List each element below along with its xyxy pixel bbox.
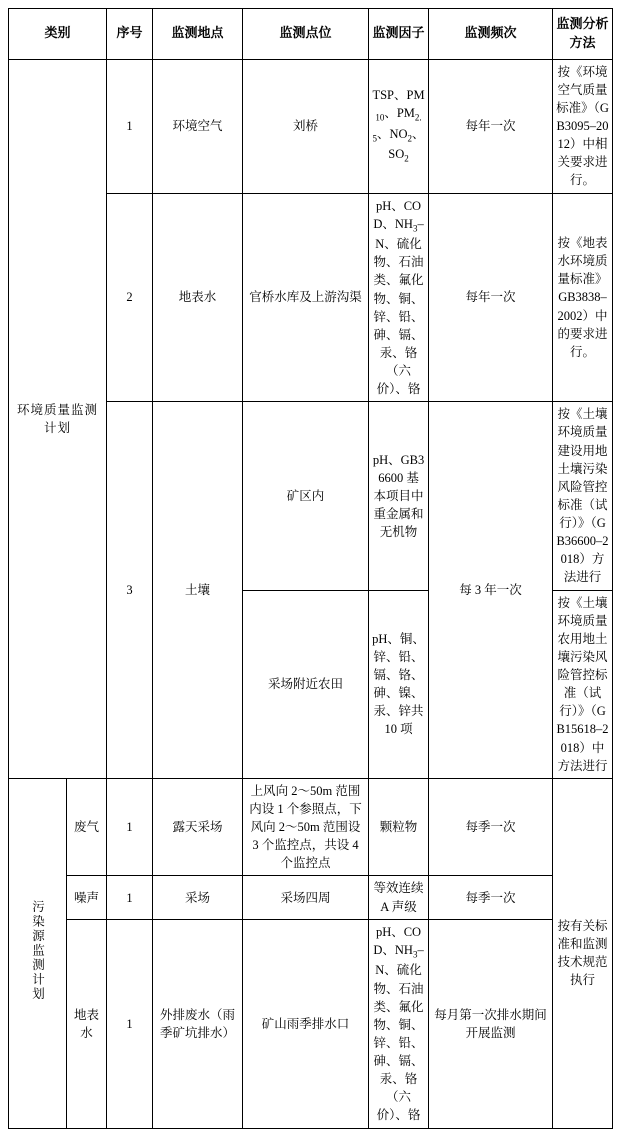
row-point: 采场四周 — [243, 876, 369, 919]
category-cell-environment-quality: 环境质量监测计划 — [9, 59, 107, 778]
table-row — [9, 59, 613, 193]
row-method: 按《环境空气质量标准》（GB3095–2012）中相关要求进行。 — [553, 59, 613, 193]
row-factor: 等效连续 A 声级 — [369, 876, 429, 919]
row-point: 上风向 2～50m 范围内设 1 个参照点，下风向 2～50m 范围设 3 个监控点，共设 4 个监控点 — [243, 778, 369, 876]
row-point: 官桥水库及上游沟渠 — [243, 193, 369, 402]
row-frequency: 每季一次 — [429, 876, 553, 919]
table-row — [9, 876, 613, 919]
row-factor: pH、铜、锌、铅、镉、铬、砷、镍、汞、锌共 10 项 — [369, 590, 429, 778]
row-index: 1 — [107, 778, 153, 876]
row-factor: 颗粒物 — [369, 778, 429, 876]
row-method: 按《地表水环境质量标准》GB3838–2002）中的要求进行。 — [553, 193, 613, 402]
row-location: 地表水 — [153, 193, 243, 402]
table-body — [9, 59, 613, 1128]
row-point: 采场附近农田 — [243, 590, 369, 778]
table-header-row — [9, 9, 613, 60]
table-header — [9, 9, 613, 60]
row-factor: pH、GB36600 基本项目中重金属和无机物 — [369, 402, 429, 590]
row-point: 刘桥 — [243, 59, 369, 193]
row-method: 按《土壤环境质量农用地土壤污染风险管控标准（试行）》（GB15618–2018）中方法进行 — [553, 590, 613, 778]
row-frequency: 每季一次 — [429, 778, 553, 876]
row-method: 按《土壤环境质量建设用地土壤污染风险管控标准（试行）》（GB36600–2018）方法进行 — [553, 402, 613, 590]
row-location: 采场 — [153, 876, 243, 919]
monitoring-plan-table — [8, 8, 613, 1129]
row-frequency: 每年一次 — [429, 59, 553, 193]
column-header-index: 序号 — [107, 9, 153, 60]
category-label-vertical: 污染源监测计划 — [30, 899, 45, 1002]
row-index: 1 — [107, 919, 153, 1128]
column-header-point: 监测点位 — [243, 9, 369, 60]
row-medium: 噪声 — [67, 876, 107, 919]
row-location: 外排废水（雨季矿坑排水） — [153, 919, 243, 1128]
category-cell-pollution-source — [9, 778, 67, 1128]
row-factor: pH、COD、$NH_3-N$、硫化物、石油类、氟化物、铜、锌、铅、砷、镉、汞、铬（六价）、铬 — [369, 919, 429, 1128]
row-index: 1 — [107, 59, 153, 193]
row-point: 矿山雨季排水口 — [243, 919, 369, 1128]
table-row — [9, 778, 613, 876]
row-frequency: 每 3 年一次 — [429, 402, 553, 779]
row-index: 1 — [107, 876, 153, 919]
row-factor: TSP、$PM_{10}$、$PM_{2.5}$、$NO_2$、$SO_2$ — [369, 59, 429, 193]
row-factor: pH、COD、$NH_3-N$、硫化物、石油类、氟化物、铜、锌、铅、砷、镉、汞、铬（六价）、铬 — [369, 193, 429, 402]
row-point: 矿区内 — [243, 402, 369, 590]
row-index: 3 — [107, 402, 153, 779]
row-location: 露天采场 — [153, 778, 243, 876]
column-header-method: 监测分析方法 — [553, 9, 613, 60]
row-index: 2 — [107, 193, 153, 402]
row-frequency: 每月第一次排水期间开展监测 — [429, 919, 553, 1128]
row-frequency: 每年一次 — [429, 193, 553, 402]
row-medium: 废气 — [67, 778, 107, 876]
row-location: 土壤 — [153, 402, 243, 779]
row-method: 按有关标准和监测技术规范执行 — [553, 778, 613, 1128]
row-location: 环境空气 — [153, 59, 243, 193]
row-medium: 地表水 — [67, 919, 107, 1128]
table-row — [9, 919, 613, 1128]
column-header-frequency: 监测频次 — [429, 9, 553, 60]
column-header-location: 监测地点 — [153, 9, 243, 60]
column-header-category: 类别 — [9, 9, 107, 60]
column-header-factor: 监测因子 — [369, 9, 429, 60]
